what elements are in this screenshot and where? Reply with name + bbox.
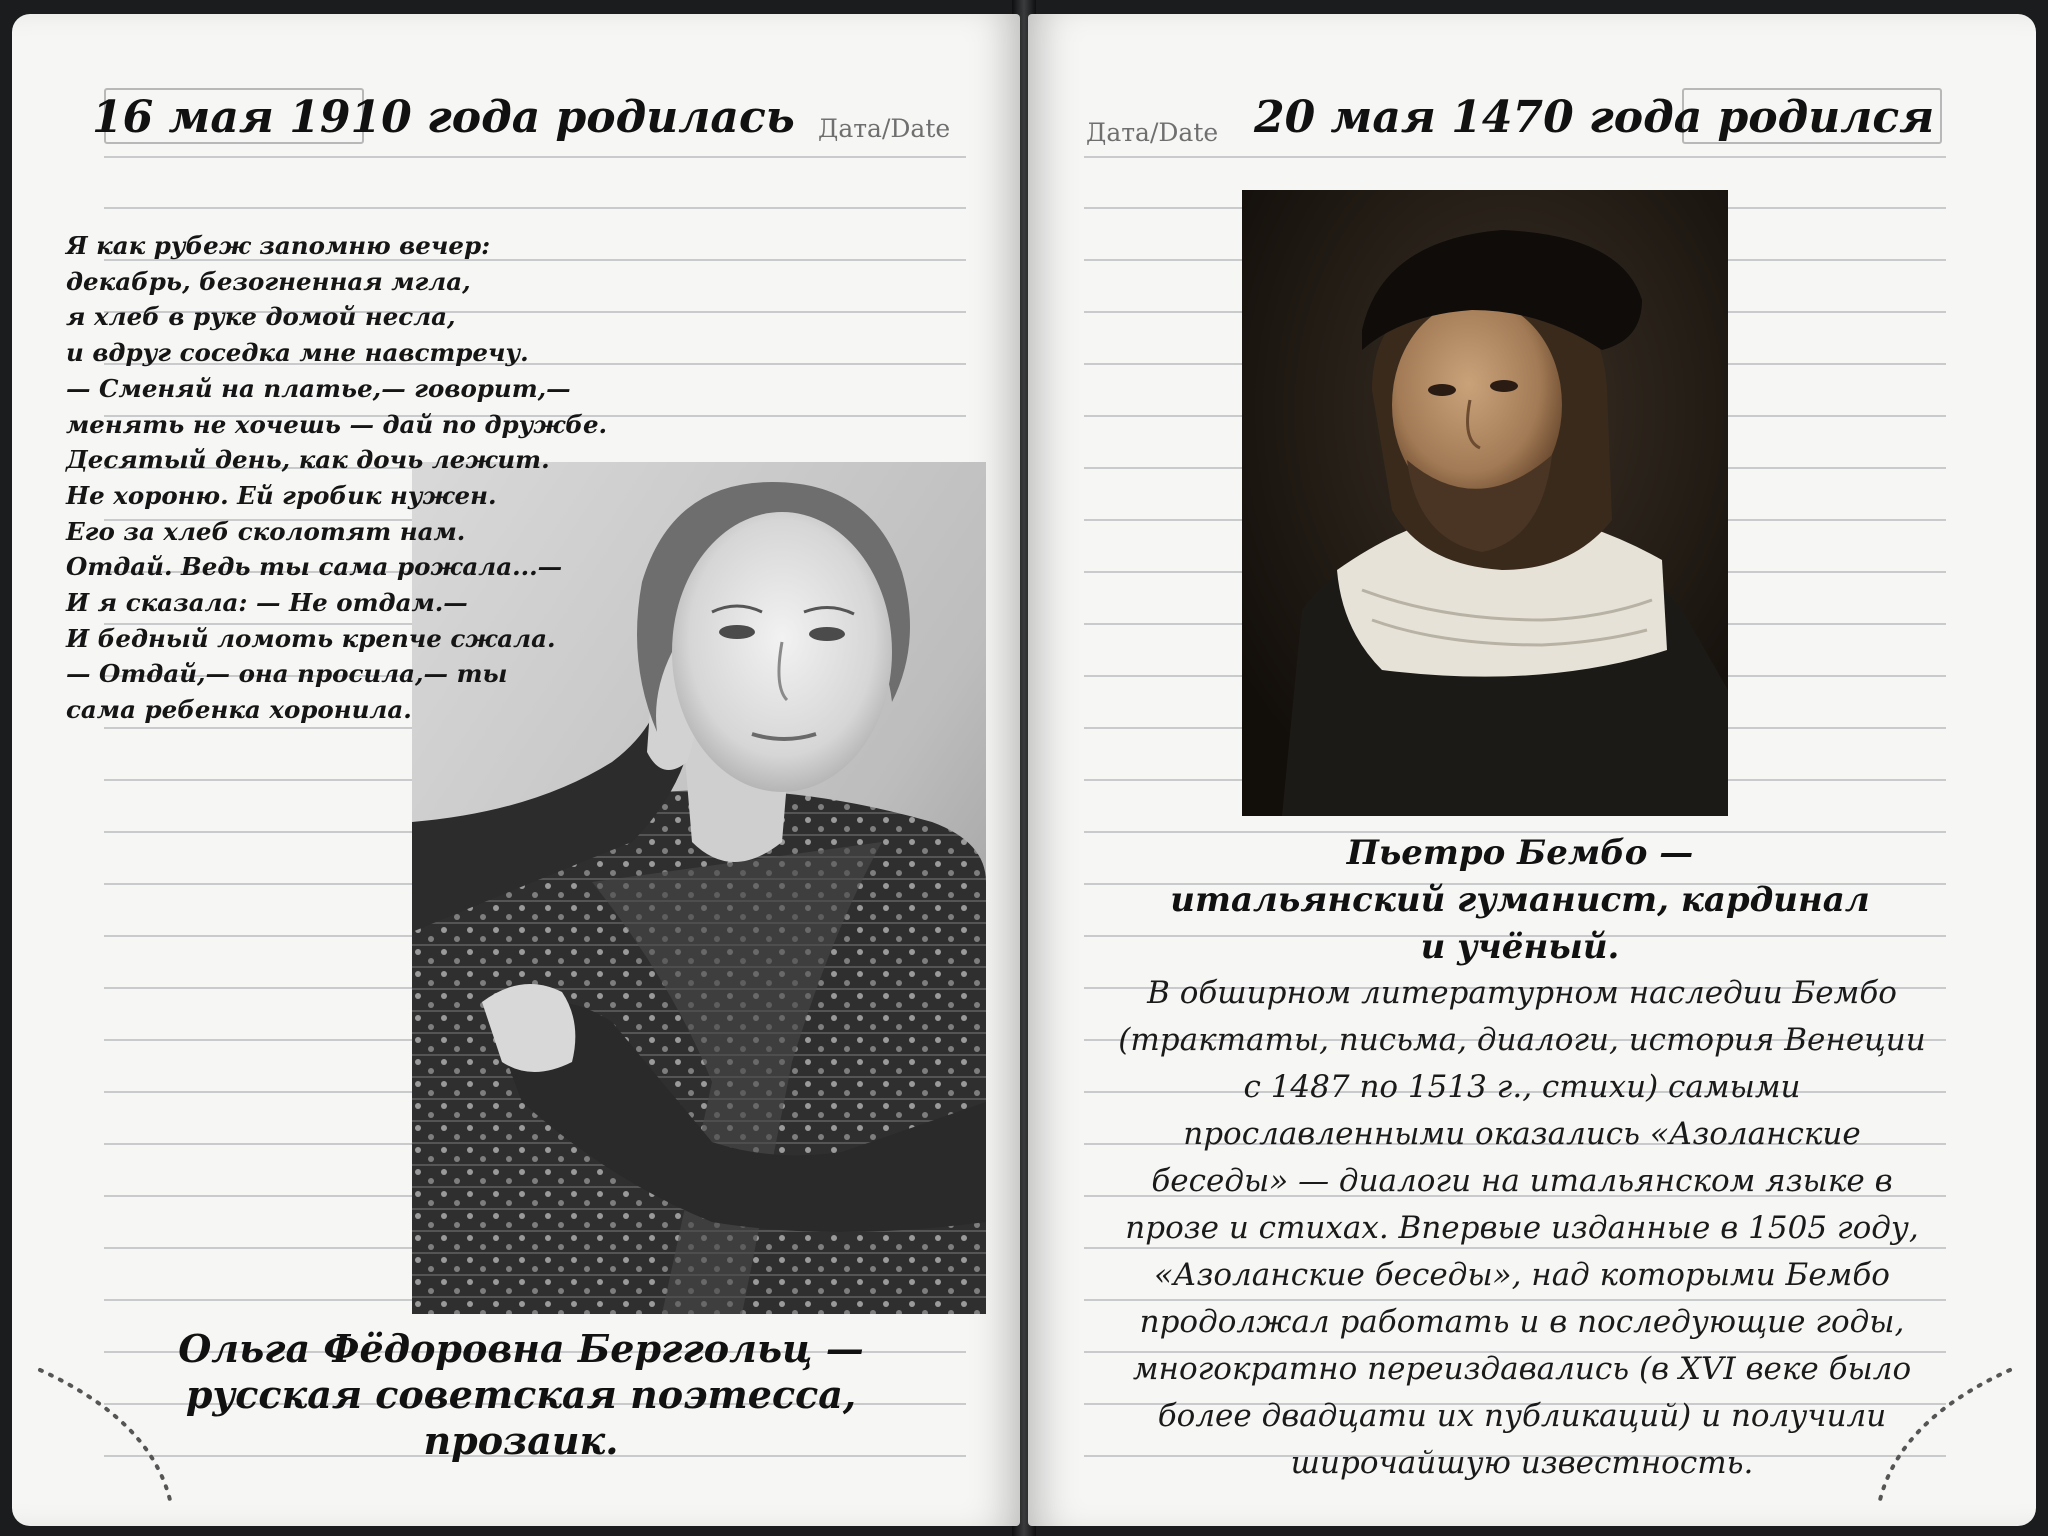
poem-line: И бедный ломоть крепче сжала. xyxy=(66,623,556,653)
caption-line: прозаик. xyxy=(423,1418,619,1463)
poem-line: — Сменяй на платье,— говорит,— xyxy=(66,373,571,403)
body-line: прозе и стихах. Впервые изданные в 1505 году, xyxy=(1125,1210,1919,1246)
title-line: итальянский гуманист, кардинал xyxy=(1170,880,1870,920)
poem-line: Я как рубеж запомню вечер: xyxy=(66,231,491,260)
poem-line: Не хороню. Ей гробик нужен. xyxy=(66,480,497,510)
body-line: «Азоланские беседы», над которыми Бембо xyxy=(1154,1257,1890,1293)
berggolts-caption xyxy=(106,1326,936,1464)
poem-line: сама ребенка хоронила. xyxy=(66,695,412,725)
right-date-heading: 20 мая 1470 года родился xyxy=(1254,92,1935,143)
bembo-description xyxy=(1058,970,1986,1487)
right-date-label: Дата/Date xyxy=(1086,118,1219,147)
poem-line: Десятый день, как дочь лежит. xyxy=(66,445,550,475)
title-line: и учёный. xyxy=(1420,927,1620,967)
caption-line: русская советская поэтесса, xyxy=(185,1372,857,1417)
title-line: Пьетро Бембо — xyxy=(1346,833,1694,873)
body-line: продолжал работать и в последующие годы, xyxy=(1139,1304,1905,1340)
left-date-label: Дата/Date xyxy=(818,114,951,143)
poem-line: декабрь, безогненная мгла, xyxy=(66,266,471,296)
body-line: (трактаты, письма, диалоги, история Венеции xyxy=(1118,1022,1926,1058)
caption-line: Ольга Фёдоровна Берггольц — xyxy=(178,1326,864,1371)
poem-line: Отдай. Ведь ты сама рожала...— xyxy=(66,552,563,582)
body-line: многократно переиздавались (в XVI веке было xyxy=(1132,1351,1912,1387)
bembo-title xyxy=(1060,830,1980,971)
body-line: беседы» — диалоги на итальянском языке в xyxy=(1151,1163,1893,1199)
body-line: прославленными оказались «Азоланские xyxy=(1183,1116,1861,1152)
poem-line: Его за хлеб сколотят нам. xyxy=(66,516,466,546)
poem-line: И я сказала: — Не отдам.— xyxy=(66,588,468,618)
poem-line: я хлеб в руке домой несла, xyxy=(66,302,456,332)
body-line: более двадцати их публикаций) и получили xyxy=(1157,1398,1887,1434)
pietro-bembo-portrait xyxy=(1242,190,1728,816)
poem-line: менять не хочешь — дай по дружбе. xyxy=(66,409,608,439)
left-date-heading: 16 мая 1910 года родилась xyxy=(92,92,795,143)
body-line: В обширном литературном наследии Бембо xyxy=(1147,975,1897,1011)
poem-line: — Отдай,— она просила,— ты xyxy=(66,659,508,689)
poem-line: и вдруг соседка мне навстречу. xyxy=(66,338,529,368)
body-line: с 1487 по 1513 г., стихи) самыми xyxy=(1243,1069,1801,1105)
poem xyxy=(66,228,607,728)
body-line: широчайшую известность. xyxy=(1290,1445,1754,1481)
